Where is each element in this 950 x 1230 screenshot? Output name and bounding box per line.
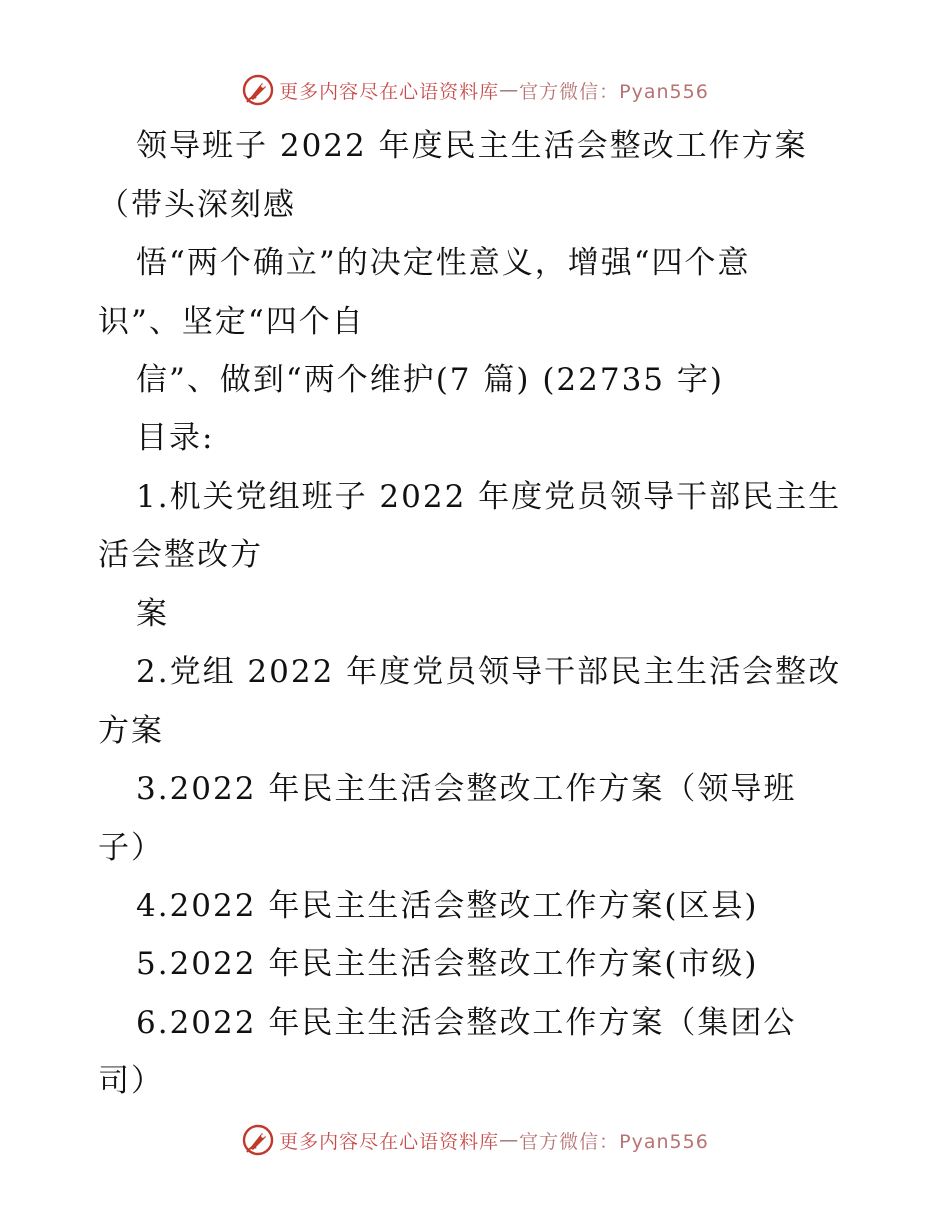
toc-item-1-line-1: 1.机关党组班子 2022 年度党员领导干部民主生 — [136, 479, 842, 515]
toc-item-2-line-1: 2.党组 2022 年度党员领导干部民主生活会整改 — [136, 654, 842, 690]
toc-item-1-line-3: 案 — [136, 596, 169, 632]
banner-wechat: 官方微信：Pyan556 — [519, 80, 709, 103]
toc-item-3-line-2: 子） — [98, 830, 164, 866]
toc-item-2-line-2: 方案 — [98, 713, 164, 749]
title-line-5: 信”、做到“两个维护(7 篇) (22735 字) — [136, 362, 724, 398]
title-line-1: 领导班子 2022 年度民主生活会整改工作方案 — [136, 128, 808, 164]
footer-banner — [0, 1120, 950, 1160]
toc-item-3-line-1: 3.2022 年民主生活会整改工作方案（领导班 — [136, 771, 797, 807]
banner-wechat: 官方微信：Pyan556 — [519, 1130, 709, 1153]
banner-dash: — — [499, 1129, 520, 1151]
banner-text: 更多内容尽在心语资料库 — [279, 80, 500, 103]
toc-item-4: 4.2022 年民主生活会整改工作方案(区县) — [136, 888, 759, 924]
banner-text: 更多内容尽在心语资料库 — [279, 1130, 500, 1153]
title-line-4: 识”、坚定“四个自 — [98, 304, 365, 340]
toc-item-6-line-2: 司） — [98, 1063, 164, 1099]
toc-item-1-line-2: 活会整改方 — [98, 537, 263, 573]
toc-item-6-line-1: 6.2022 年民主生活会整改工作方案（集团公 — [136, 1005, 797, 1041]
title-line-2: （带头深刻感 — [98, 187, 296, 223]
pen-nib-logo-icon — [241, 1123, 275, 1157]
header-banner — [0, 70, 950, 110]
toc-item-5: 5.2022 年民主生活会整改工作方案(市级) — [136, 946, 759, 982]
banner-dash: — — [499, 79, 520, 101]
toc-heading: 目录: — [136, 420, 215, 456]
title-line-3: 悟“两个确立”的决定性意义，增强“四个意 — [136, 245, 751, 281]
pen-nib-logo-icon — [241, 73, 275, 107]
